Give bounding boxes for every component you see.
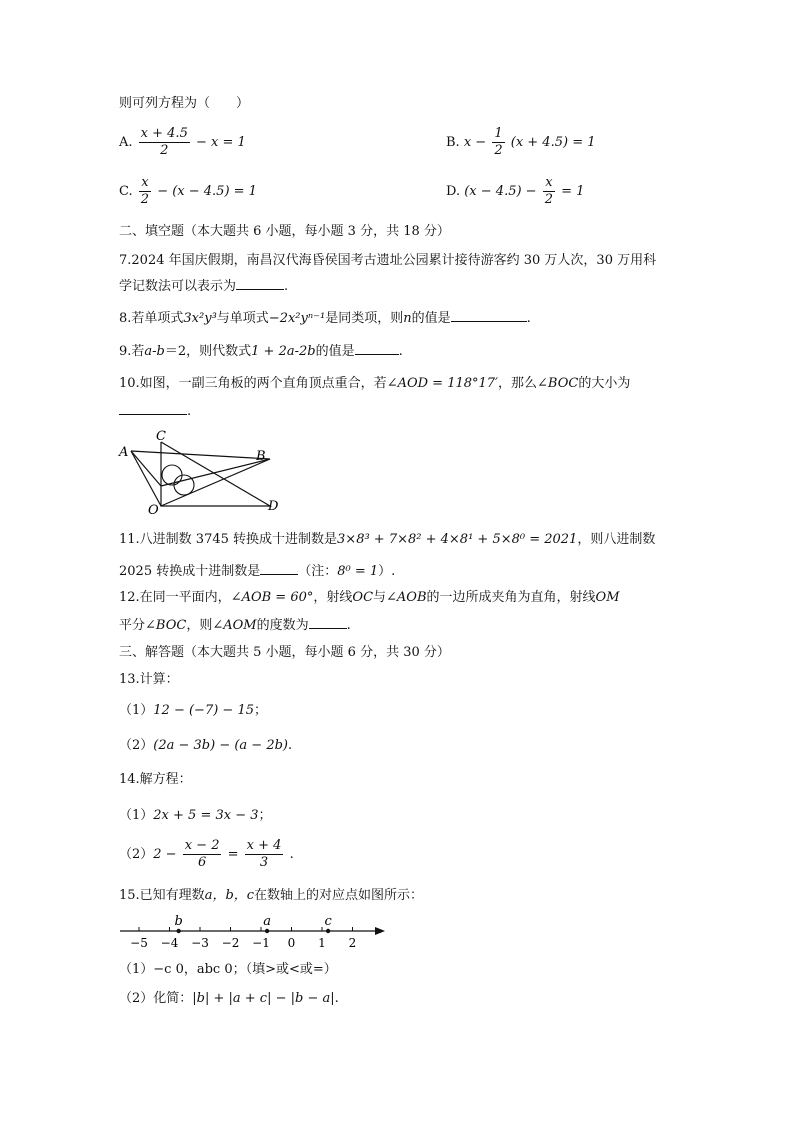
q9: 9.若a-b＝2，则代数式1 + 2a-2b的值是 . xyxy=(119,344,403,359)
q12-text-g: 的度数为 xyxy=(256,618,309,633)
q10-line2: . xyxy=(119,402,191,421)
q8-text-d: 的值是 xyxy=(411,311,451,326)
option-b-label: B. xyxy=(446,135,460,150)
q12-text-b: ，射线 xyxy=(313,590,353,605)
q7-line1: 7.2024 年国庆假期，南昌汉代海昏侯国考古遗址公园累计接待游客约 30 万人次，30 万用科 xyxy=(119,253,657,268)
q15-title xyxy=(119,887,423,905)
question-intro: 则可列方程为（ ） xyxy=(119,96,250,111)
q7-blank[interactable] xyxy=(236,277,284,290)
q8-text-a: 8.若单项式 xyxy=(119,311,184,326)
q15-vars: a，b，c xyxy=(204,888,255,903)
q8-var-n: n xyxy=(403,311,412,326)
q15-part2-text: （2）化简： xyxy=(119,991,193,1006)
figure-edge-ao xyxy=(131,451,161,506)
q8-monomial-1: 3x²y³ xyxy=(183,311,217,326)
q13-part2 xyxy=(119,737,292,755)
q14-part1-expr: 2x + 5 = 3x − 3 xyxy=(153,808,259,823)
option-b-fraction: $\frac{1}{2}$ xyxy=(494,126,503,158)
q13-part2-expr: (2a − 3b) − (a − 2b) xyxy=(153,738,288,753)
number-line-point-label-c: c xyxy=(324,914,332,929)
q12-ray-om: OM xyxy=(595,590,620,605)
q8-text-c: 是同类项，则 xyxy=(325,311,404,326)
figure-circle-1 xyxy=(162,465,182,485)
option-c-label: C. xyxy=(119,184,133,199)
section-3-title: 三、解答题（本大题共 5 小题，每小题 6 分，共 30 分） xyxy=(119,645,450,660)
q11-line1 xyxy=(119,531,655,549)
q10-angle-boc: ∠BOC xyxy=(537,376,579,391)
option-b-pre: x − xyxy=(463,135,487,150)
q12-text-f: ，则 xyxy=(186,618,213,633)
option-a-rest: − x = 1 xyxy=(195,135,246,150)
option-a-label: A. xyxy=(119,135,133,150)
q13-title: 13.计算： xyxy=(119,672,179,687)
q11-text-c: 2025 转换成十进制数是 xyxy=(119,564,261,579)
number-line-tick-label: −4 xyxy=(160,936,179,950)
figure-label-b: B xyxy=(256,449,266,464)
figure-circle-2 xyxy=(174,475,194,495)
q14-part2-end: . xyxy=(289,847,294,862)
q15-part2-end: . xyxy=(334,991,339,1006)
q11-text-b: ，则八进制数 xyxy=(577,532,656,547)
figure-edge-oa xyxy=(131,451,161,486)
number-line-tick-label: 0 xyxy=(287,936,296,950)
figure-label-c: C xyxy=(156,429,166,444)
q11-line2 xyxy=(119,562,395,581)
q14-fraction-2: $\frac{x + 4}{3}$ xyxy=(246,838,282,870)
q13-part1 xyxy=(119,702,267,720)
q8-blank[interactable] xyxy=(451,309,527,322)
q9-text-c: 的值是 xyxy=(315,344,355,359)
q13-part2-label: （2） xyxy=(119,738,154,753)
q14-part1-label: （1） xyxy=(119,808,154,823)
q7-text: 学记数法可以表示为 xyxy=(119,279,237,294)
number-line-tick-label: −2 xyxy=(221,936,240,950)
q9-expression: 1 + 2a-2b xyxy=(251,344,316,359)
q9-expr-ab: a-b xyxy=(144,344,165,359)
q15-part2 xyxy=(119,990,339,1008)
figure-label-d: D xyxy=(268,499,279,514)
q11-note-open: （注： xyxy=(298,564,338,579)
q14-fraction-1: $\frac{x - 2}{6}$ xyxy=(184,838,220,870)
q7-line2: 学记数法可以表示为 . xyxy=(119,279,289,294)
option-d-rest: = 1 xyxy=(561,184,585,199)
number-line-point-label-b: b xyxy=(174,914,183,929)
number-line-tick-label: −1 xyxy=(252,936,270,950)
q15-text-b: 在数轴上的对应点如图所示： xyxy=(254,888,424,903)
option-d-fraction: $\frac{x}{2}$ xyxy=(544,175,553,207)
option-a[interactable] xyxy=(119,126,246,159)
q10-line1 xyxy=(119,375,630,393)
number-line-tick-label: −3 xyxy=(191,936,209,950)
q14-equals: = xyxy=(227,847,239,862)
q8: 8.若单项式3x²y³与单项式−2x²yⁿ⁻¹是同类项，则n的值是 . xyxy=(119,311,531,326)
q10-text-c: 的大小为 xyxy=(578,376,631,391)
triangle-figure xyxy=(115,428,290,518)
figure-triangle-cod xyxy=(161,442,270,506)
q11-text-a: 11.八进制数 3745 转换成十进制数是 xyxy=(119,532,338,547)
q11-expression: 3×8³ + 7×8² + 4×8¹ + 5×8⁰ = 2021 xyxy=(337,532,578,547)
q11-blank[interactable] xyxy=(260,562,298,575)
q10-angle-aod: ∠AOD = 118°17′ xyxy=(386,376,499,391)
option-a-fraction: $\frac{x + 4.5}{2}$ xyxy=(140,126,188,158)
number-line-point-a xyxy=(265,929,269,933)
option-b[interactable] xyxy=(446,126,596,159)
q12-line1 xyxy=(119,589,620,607)
q15-part1: （1）−c 0，abc 0；（填>或<或=） xyxy=(119,962,337,977)
number-line-arrow xyxy=(375,927,385,935)
option-c-rest: − (x − 4.5) = 1 xyxy=(157,184,257,199)
q14-part2 xyxy=(119,838,294,871)
number-line-tick-label: 1 xyxy=(318,936,326,950)
option-c[interactable] xyxy=(119,175,257,208)
q12-text-e: 平分 xyxy=(119,618,146,633)
q12-angle-boc: ∠BOC xyxy=(145,618,187,633)
q9-text-a: 9.若 xyxy=(119,344,145,359)
q15-text-a: 15.已知有理数 xyxy=(119,888,205,903)
number-line-tick-label: −5 xyxy=(130,936,148,950)
q13-part1-label: （1） xyxy=(119,703,154,718)
option-d[interactable] xyxy=(446,175,584,208)
option-b-rest: (x + 4.5) = 1 xyxy=(510,135,596,150)
q13-part1-expr: 12 − (−7) − 15 xyxy=(153,703,254,718)
number-line xyxy=(115,910,390,952)
q9-blank[interactable] xyxy=(355,342,399,355)
q10-blank[interactable] xyxy=(119,402,187,415)
q14-part2-pre: 2 − xyxy=(153,847,177,862)
number-line-point-b xyxy=(176,929,180,933)
option-d-pre: (x − 4.5) − xyxy=(464,184,537,199)
section-2-title: 二、填空题（本大题共 6 小题，每小题 3 分，共 18 分） xyxy=(119,224,450,239)
q8-monomial-2: −2x²yⁿ⁻¹ xyxy=(268,311,326,326)
q12-text-a: 12.在同一平面内， xyxy=(119,590,231,605)
q12-text-c: 与 xyxy=(373,590,387,605)
number-line-point-c xyxy=(326,929,330,933)
option-d-label: D. xyxy=(446,184,461,199)
q11-note: 8⁰ = 1 xyxy=(337,564,379,579)
q14-part1 xyxy=(119,807,272,825)
figure-label-a: A xyxy=(119,445,129,460)
q14-title: 14.解方程： xyxy=(119,772,192,787)
option-c-fraction: $\frac{x}{2}$ xyxy=(140,175,150,207)
q12-angle-aom: ∠AOM xyxy=(212,618,257,633)
number-line-tick-label: 2 xyxy=(348,936,357,950)
q14-part2-label: （2） xyxy=(119,847,154,862)
q15-part2-expr: |b| + |a + c| − |b − a| xyxy=(192,991,335,1006)
q8-text-b: 与单项式 xyxy=(216,311,269,326)
q11-note-close: ）. xyxy=(378,564,396,579)
q13-part2-end: . xyxy=(288,738,293,753)
q10-text-a: 10.如图，一副三角板的两个直角顶点重合，若 xyxy=(119,376,387,391)
q12-angle-aob: ∠AOB = 60° xyxy=(230,590,314,605)
q12-blank[interactable] xyxy=(309,616,347,629)
q10-text-b: ，那么 xyxy=(498,376,538,391)
q12-text-d: 的一边所成夹角为直角，射线 xyxy=(426,590,596,605)
q13-part1-end: ； xyxy=(254,703,268,718)
figure-label-o: O xyxy=(148,503,159,518)
number-line-point-label-a: a xyxy=(263,914,271,929)
q14-part1-end: ； xyxy=(258,808,272,823)
q12-ray-oc: OC xyxy=(352,590,374,605)
q12-angle-aob-2: ∠AOB xyxy=(386,590,427,605)
q9-text-b: ＝2，则代数式 xyxy=(164,344,252,359)
q12-line2: 平分∠BOC，则∠AOM的度数为 . xyxy=(119,618,351,633)
